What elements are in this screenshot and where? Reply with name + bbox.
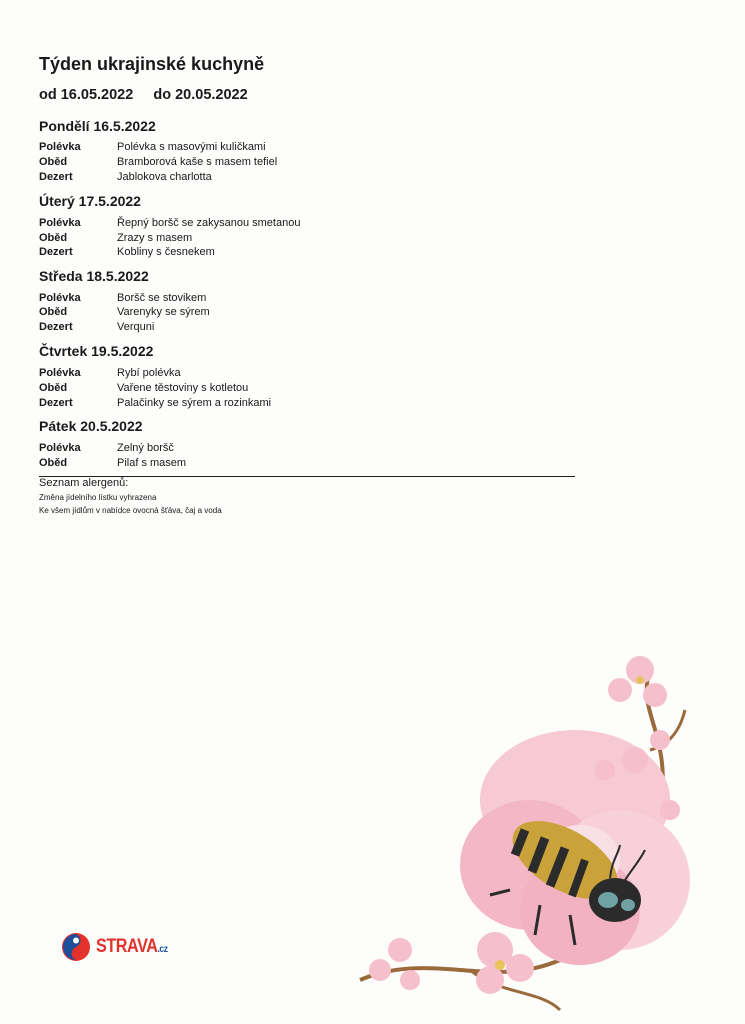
strava-logo <box>60 930 180 964</box>
row-label: Polévka <box>39 217 81 229</box>
row-label: Oběd <box>39 232 68 244</box>
menu-row <box>39 217 459 231</box>
strava-logo-icon <box>60 931 92 963</box>
menu-row <box>39 171 459 185</box>
row-value: Varenyky se sýrem <box>117 306 210 318</box>
row-label: Oběd <box>39 382 68 394</box>
menu-note: Změna jídelního lístku vyhrazena <box>39 493 157 502</box>
logo-suffix: .cz <box>157 944 168 955</box>
row-value: Polévka s masovými kuličkami <box>117 141 266 153</box>
row-label: Oběd <box>39 457 68 469</box>
menu-row <box>39 306 459 320</box>
menu-row <box>39 442 459 456</box>
menu-row <box>39 156 459 170</box>
logo-text <box>96 936 168 958</box>
menu-row <box>39 457 459 471</box>
menu-title: Týden ukrajinské kuchyně <box>39 54 265 74</box>
row-value: Kobliny s česnekem <box>117 246 215 258</box>
date-from: od 16.05.2022 <box>39 87 134 103</box>
row-value: Zelný boršč <box>117 442 174 454</box>
row-value: Řepný boršč se zakysanou smetanou <box>117 217 301 229</box>
menu-row <box>39 321 459 335</box>
row-label: Polévka <box>39 292 81 304</box>
menu-row <box>39 382 459 396</box>
menu-row <box>39 367 459 381</box>
day-heading: Čtvrtek 19.5.2022 <box>39 343 154 359</box>
row-value: Rybí polévka <box>117 367 181 379</box>
row-value: Verquni <box>117 321 155 333</box>
day-heading: Úterý 17.5.2022 <box>39 193 141 209</box>
menu-row <box>39 246 459 260</box>
menu-row <box>39 141 459 155</box>
menu-row <box>39 232 459 246</box>
row-label: Dezert <box>39 246 73 258</box>
row-label: Dezert <box>39 171 73 183</box>
row-value: Zrazy s masem <box>117 232 193 244</box>
row-value: Pilaf s masem <box>117 457 187 469</box>
logo-word: STRAVA <box>96 936 158 957</box>
day-heading: Pátek 20.5.2022 <box>39 418 143 434</box>
row-value: Boršč se stovikem <box>117 292 207 304</box>
row-label: Polévka <box>39 442 81 454</box>
row-label: Oběd <box>39 156 68 168</box>
row-label: Oběd <box>39 306 68 318</box>
date-to: do 20.05.2022 <box>153 87 248 103</box>
menu-note: Ke všem jídlům v nabídce ovocná šťáva, čaj a voda <box>39 506 222 515</box>
row-value: Vařene těstoviny s kotletou <box>117 382 249 394</box>
row-label: Dezert <box>39 321 73 333</box>
menu-row <box>39 397 459 411</box>
allergens-label: Seznam alergenů: <box>39 477 129 489</box>
row-label: Polévka <box>39 367 81 379</box>
bee-on-blossom-illustration <box>350 650 745 1024</box>
date-range <box>39 87 264 103</box>
day-heading: Středa 18.5.2022 <box>39 268 149 284</box>
row-value: Palačinky se sýrem a rozinkami <box>117 397 272 409</box>
day-heading: Pondělí 16.5.2022 <box>39 118 156 134</box>
row-label: Dezert <box>39 397 73 409</box>
row-value: Bramborová kaše s masem tefiel <box>117 156 278 168</box>
row-value: Jablokova charlotta <box>117 171 212 183</box>
menu-row <box>39 292 459 306</box>
row-label: Polévka <box>39 141 81 153</box>
